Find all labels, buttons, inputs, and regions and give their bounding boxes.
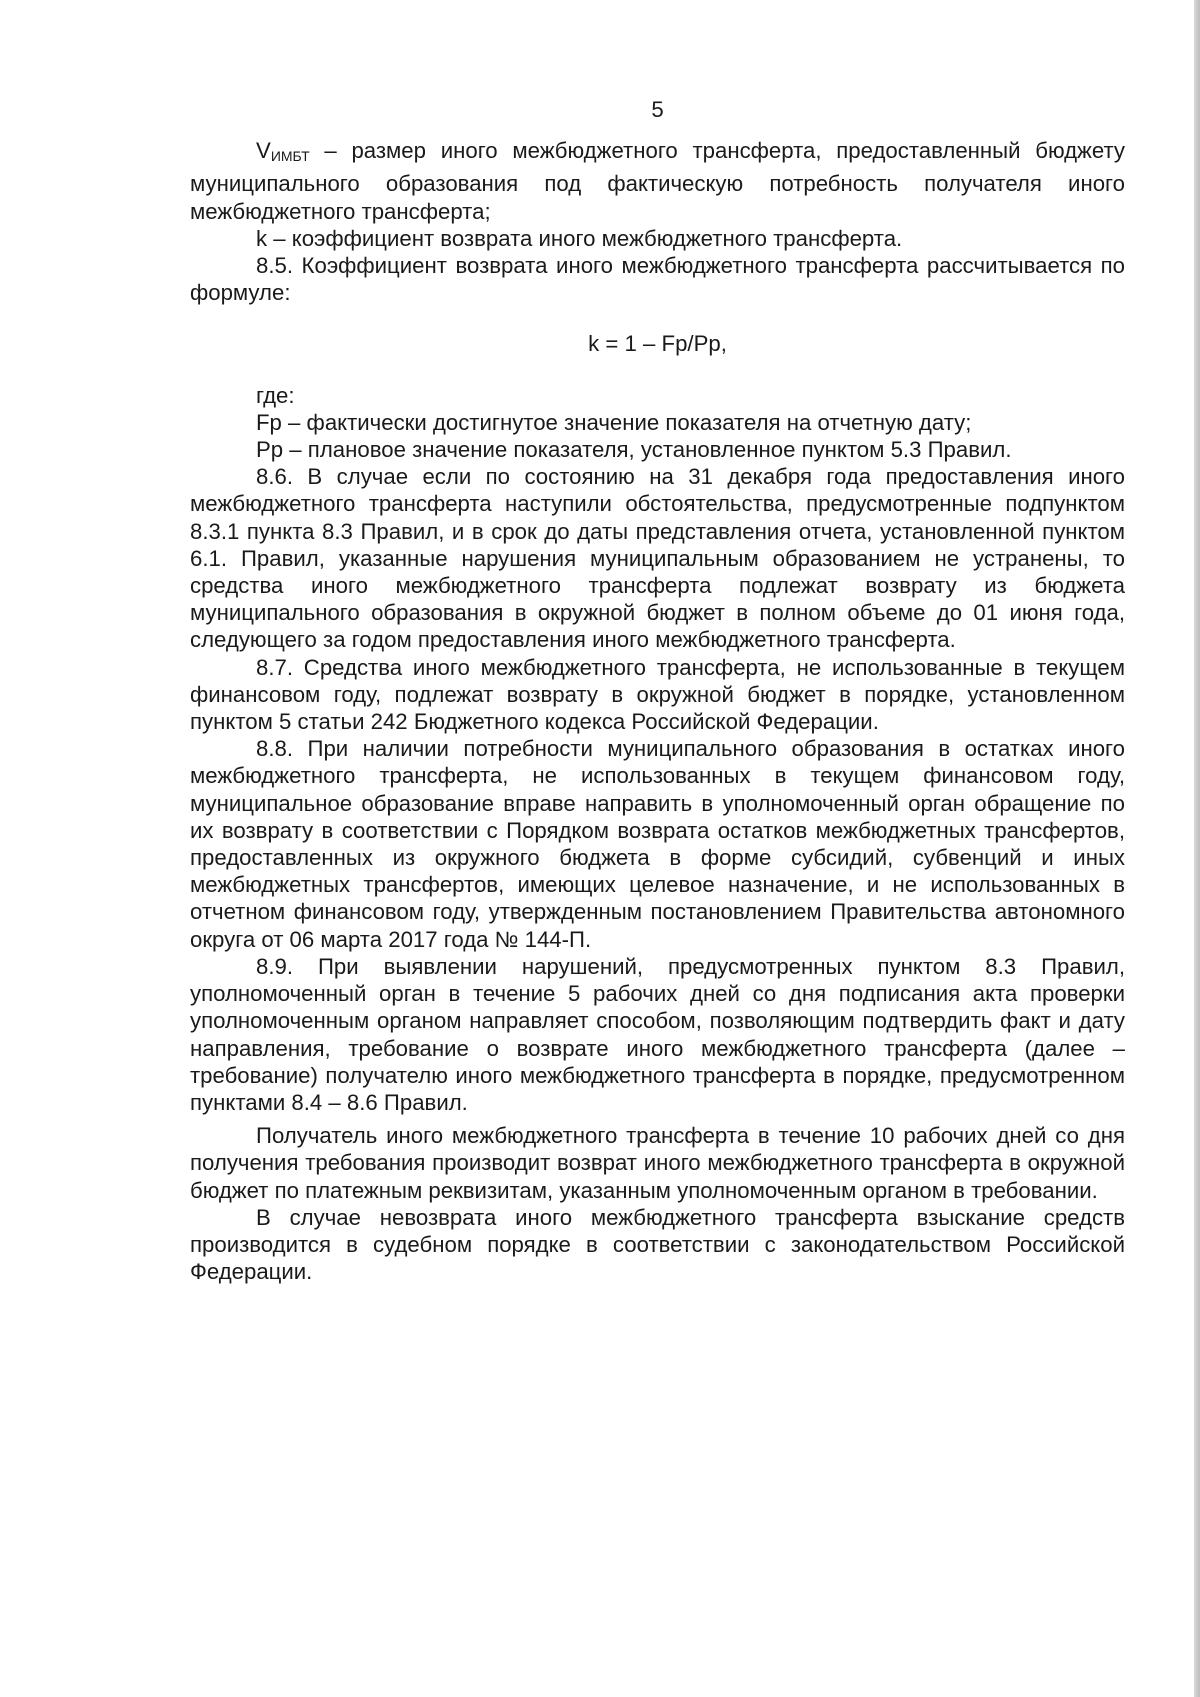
paragraph-recipient-return: Получатель иного межбюджетного трансферта в течение 10 рабочих дней со дня получения требования производит возврат иного межбюджетного трансферта в окружной бюджет по платежным реквизитам, указанным уполномоченным органом в требовании. — [190, 1123, 1125, 1203]
v-definition-text: – размер иного межбюджетного трансферта, предоставленный бюджету муниципального образования под фактическую потребность получателя иного межбюджетного трансферта; — [190, 138, 1125, 224]
definition-pp: Рр – плановое значение показателя, установленное пунктом 5.3 Правил. — [256, 437, 1012, 463]
paragraph-court-recovery: В случае невозврата иного межбюджетного трансферта взыскание средств производится в судебном порядке в соответствии с законодательством Российской Федерации. — [190, 1204, 1125, 1285]
return-coefficient-formula: k = 1 – Fр/Рр, — [588, 331, 727, 357]
paragraph-8-8: 8.8. При наличии потребности муниципального образования в остатках иного межбюджетного трансферта, не использованных в текущем финансовом году, муниципальное образование вправе направить в уполномоченный орган обращение по их возврату в соответствии с Порядком возврата остатков межбюджетных трансфертов, предоставленных из окружного бюджета в форме субсидий, субвенций и иных межбюджетных трансфертов, имеющих целевое назначение, и не использованных в отчетном финансовом году, утвержденным постановлением Правительства автономного округа от 06 марта 2017 года № 144-П. — [190, 736, 1125, 952]
scan-edge-shadow — [1194, 0, 1200, 1697]
paragraph-8-9: 8.9. При выявлении нарушений, предусмотренных пунктом 8.3 Правил, уполномоченный орган в течение 5 рабочих дней со дня подписания акта проверки уполномоченным органом направляет способом, позволяющим подтвердить факт и дату направления, требование о возврате иного межбюджетного трансферта (далее – требование) получателю иного межбюджетного трансферта в порядке, предусмотренном пунктами 8.4 – 8.6 Правил. — [190, 953, 1125, 1115]
document-body — [190, 96, 1125, 1285]
definition-v-imbt — [190, 137, 1125, 225]
paragraph-8-7: 8.7. Средства иного межбюджетного трансферта, не использованные в текущем финансовом году, подлежат возврату в окружной бюджет в порядке, установленном пунктом 5 статьи 242 Бюджетного кодекса Российской Федерации. — [190, 654, 1125, 735]
page-number: 5 — [651, 97, 664, 122]
paragraph-8-5: 8.5. Коэффициент возврата иного межбюджетного трансферта рассчитывается по формуле: — [190, 253, 1125, 306]
v-subscript: ИМБТ — [270, 148, 310, 165]
v-symbol: V — [256, 138, 271, 164]
paragraph-8-6: 8.6. В случае если по состоянию на 31 декабря года предоставления иного межбюджетного трансферта наступили обстоятельства, предусмотренные подпунктом 8.3.1 пункта 8.3 Правил, и в срок до даты представления отчета, установленной пунктом 6.1. Правил, указанные нарушения муниципальным образованием не устранены, то средства иного межбюджетного трансферта подлежат возврату из бюджета муниципального образования в окружной бюджет в полном объеме до 01 июня года, следующего за годом предоставления иного межбюджетного трансферта. — [190, 464, 1125, 653]
where-label: где: — [256, 382, 295, 408]
definition-k: k – коэффициент возврата иного межбюджетного трансферта. — [256, 225, 903, 251]
definition-fp: Fр – фактически достигнутое значение показателя на отчетную дату; — [256, 409, 972, 435]
